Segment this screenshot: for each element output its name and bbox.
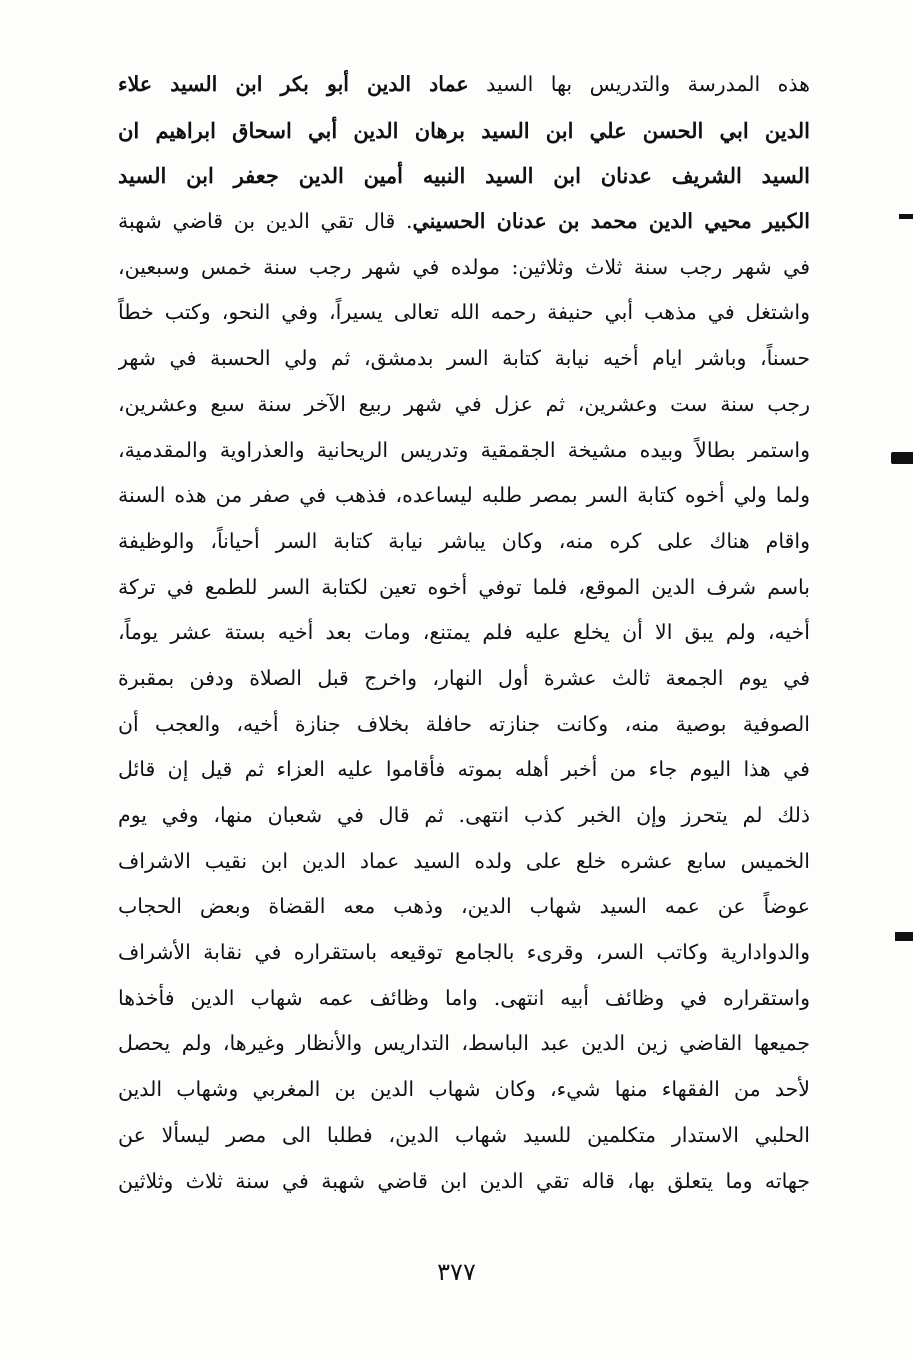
text-line bbox=[118, 747, 810, 793]
line-text: جميعها القاضي زين الدين عبد الباسط، التداريس والأنظار وغيرها، ولم يحصل bbox=[118, 1031, 810, 1056]
binding-edge-mark bbox=[899, 214, 913, 219]
text-line bbox=[118, 428, 810, 474]
text-line bbox=[118, 656, 810, 702]
page-number: ٣٧٧ bbox=[437, 1258, 476, 1286]
binding-edge-mark bbox=[891, 452, 913, 464]
text-line bbox=[118, 1159, 810, 1205]
line-text: في يوم الجمعة ثالث عشرة أول النهار، واخرج قبل الصلاة ودفن بمقبرة bbox=[118, 665, 810, 690]
line-text: في شهر رجب سنة ثلاث وثلاثين: مولده في شهر رجب سنة خمس وسبعين، bbox=[118, 254, 810, 279]
line-bold-text: الكبير محيي الدين محمد بن عدنان الحسيني bbox=[412, 209, 810, 234]
line-text: واستقراره في وظائف أبيه انتهى. واما وظائف عمه شهاب الدين فأخذها bbox=[118, 985, 810, 1010]
body-text bbox=[118, 62, 810, 1204]
line-text: ذلك لم يتحرز وإن الخبر كذب انتهى. ثم قال في شعبان منها، وفي يوم bbox=[118, 803, 810, 827]
line-text: جهاته وما يتعلق بها، قاله تقي الدين ابن قاضي شهبة في سنة ثلاث وثلاثين bbox=[118, 1168, 810, 1193]
text-line bbox=[118, 199, 810, 245]
line-text: أخيه، ولم يبق الا أن يخلع عليه فلم يمتنع، ومات بعد أخيه بستة عشر يوماً، bbox=[118, 620, 810, 645]
line-text: ولما ولي أخوه كتابة السر بمصر طلبه ليساعده، فذهب في صفر من هذه السنة bbox=[118, 483, 810, 508]
line-text: عوضاً عن عمه السيد شهاب الدين، وذهب معه القضاة وبعض الحجاب bbox=[118, 894, 810, 919]
line-text: رجب سنة ست وعشرين، ثم عزل في شهر ربيع الآخر سنة سبع وعشرين، bbox=[118, 391, 810, 416]
line-bold-text: عماد الدين أبو بكر ابن السيد علاء bbox=[118, 72, 469, 96]
text-line bbox=[118, 976, 810, 1022]
text-line bbox=[118, 519, 810, 565]
line-bold-text: السيد الشريف عدنان ابن السيد النبيه أمين الدين جعفر ابن السيد bbox=[118, 163, 810, 189]
text-line bbox=[118, 108, 810, 154]
text-line bbox=[118, 245, 810, 291]
text-line bbox=[118, 930, 810, 976]
text-line bbox=[118, 62, 810, 108]
text-line bbox=[118, 290, 810, 336]
text-line bbox=[118, 336, 810, 382]
line-text: لأحد من الفقهاء منها شيء، وكان شهاب الدين بن المغربي وشهاب الدين bbox=[118, 1077, 810, 1102]
line-bold-text: الدين ابي الحسن علي ابن السيد برهان الدين أبي اسحاق ابراهيم ان bbox=[118, 117, 810, 143]
line-text: الخميس سابع عشره خلع على ولده السيد عماد الدين ابن نقيب الاشراف bbox=[118, 848, 810, 873]
line-text: واقام هناك على كره منه، وكان يباشر نيابة كتابة السر أحياناً، والوظيفة bbox=[118, 528, 810, 553]
line-text: في هذا اليوم جاء من أخبر أهله بموته فأقاموا عليه العزاء ثم قيل إن قائل bbox=[118, 757, 810, 782]
binding-edge-mark bbox=[895, 932, 913, 941]
text-line bbox=[118, 473, 810, 519]
text-line bbox=[118, 1113, 810, 1159]
text-line bbox=[118, 884, 810, 930]
line-text: باسم شرف الدين الموقع، فلما توفي أخوه تعين لكتابة السر للطمع في تركة bbox=[118, 574, 810, 599]
line-text-after: . قال تقي الدين بن قاضي شهبة bbox=[118, 209, 413, 234]
line-text: واشتغل في مذهب أبي حنيفة رحمه الله تعالى يسيراً، وفي النحو، وكتب خطاً bbox=[118, 300, 810, 325]
line-text: واستمر بطالاً وبيده مشيخة الجقمقية وتدريس الريحانية والعذراوية والمقدمية، bbox=[118, 437, 810, 462]
line-text: الحلبي الاستدار متكلمين للسيد شهاب الدين، فطلبا الى مصر ليسألا عن bbox=[118, 1122, 810, 1147]
line-text: والدوادارية وكاتب السر، وقرىء بالجامع توقيعه باستقراره في نقابة الأشراف bbox=[118, 940, 810, 965]
text-line bbox=[118, 1067, 810, 1113]
text-line bbox=[118, 565, 810, 611]
text-line bbox=[118, 153, 810, 199]
text-line bbox=[118, 702, 810, 748]
text-line bbox=[118, 610, 810, 656]
line-text: هذه المدرسة والتدريس بها السيد bbox=[468, 72, 810, 96]
line-text: حسناً، وباشر ايام أخيه نيابة كتابة السر بدمشق، ثم ولي الحسبة في شهر bbox=[118, 346, 810, 371]
text-line bbox=[118, 793, 810, 839]
text-line bbox=[118, 839, 810, 885]
text-line bbox=[118, 382, 810, 428]
line-text: الصوفية بوصية منه، وكانت جنازته حافلة بخلاف جنازة أخيه، والعجب أن bbox=[118, 711, 810, 736]
text-line bbox=[118, 1021, 810, 1067]
